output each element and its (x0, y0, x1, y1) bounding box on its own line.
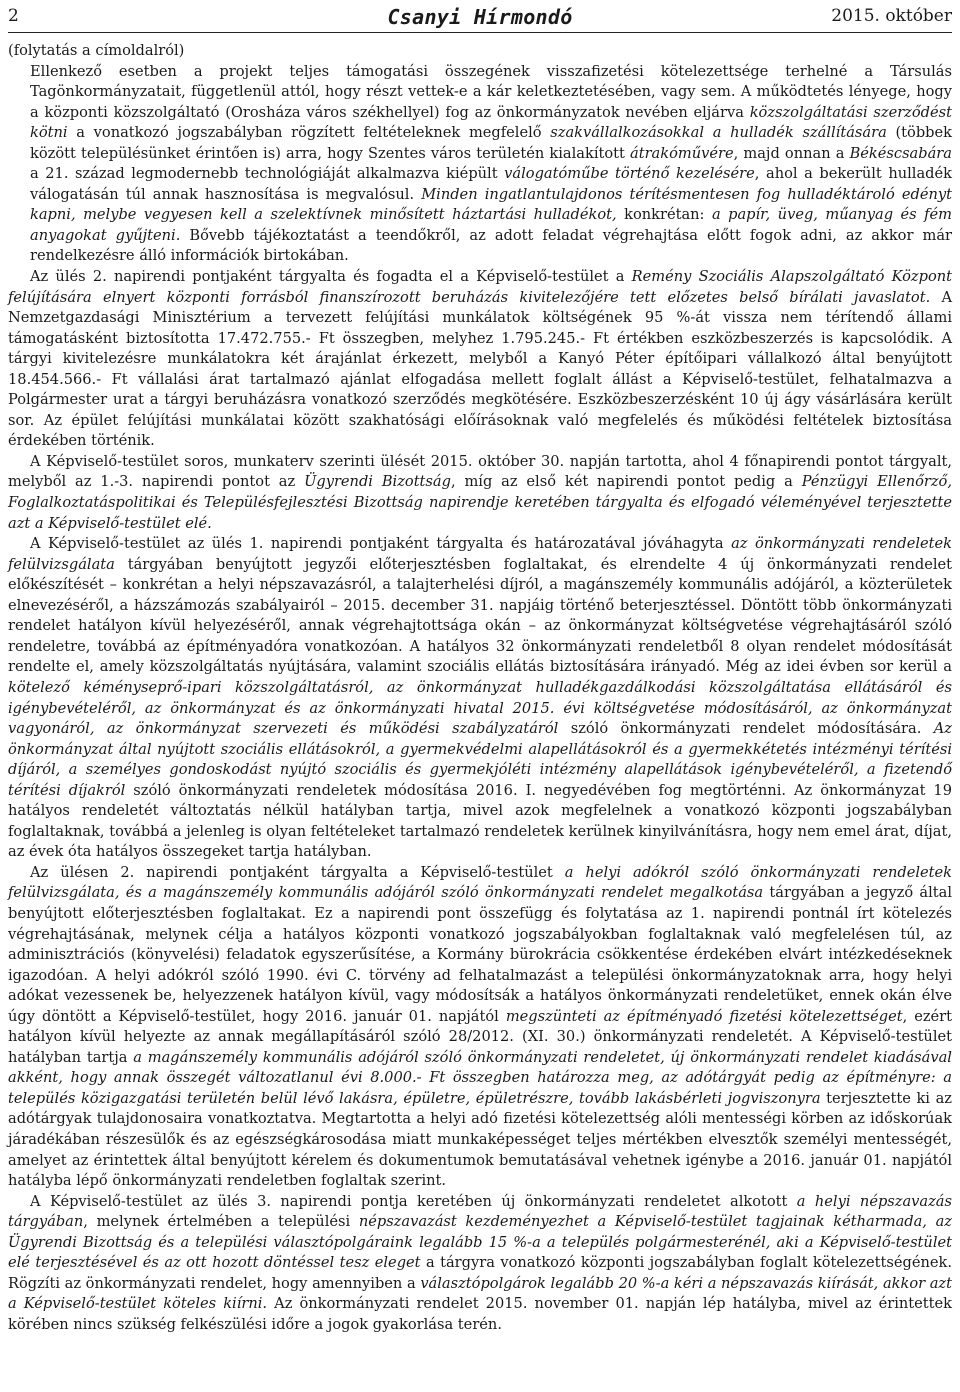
newsletter-title: Csanyi Hírmondó (387, 5, 573, 29)
article-paragraph: A Képviselő-testület soros, munkaterv szerinti ülését 2015. október 30. napján tartotta, ahol 4 főnapirendi pontot tárgyalt, melyből az 1.-3. napirendi pontot az Ügyrendi Bizottság, míg az első két napirendi pontot pedig a Pénzügyi Ellenőrző, Foglalkoztatáspolitikai és Településfejlesztési Bizottság napirendje keretében tárgyalta és elfogadó véleményével terjesztette azt a Képviselő-testület elé. (8, 452, 952, 532)
article-body (8, 41, 952, 1335)
article-paragraph: A Képviselő-testület az ülés 3. napirendi pontja keretében új önkormányzati rendeletet alkotott a helyi népszavazás tárgyában, melynek értelmében a települési népszavazást kezdeményezhet a Képviselő-testület tagjainak kétharmada, az Ügyrendi Bizottság és a települési választópolgáraink legalább 15 %-a a település polgármesterénél, aki a Képviselő-testület elé terjesztésével és az ott hozott döntéssel tesz eleget a tárgyra vonatkozó központi jogszabályban foglalt kötelezettségének. Rögzíti az önkormányzati rendelet, hogy amennyiben a választópolgárok legalább 20 %-a kéri a népszavazás kiírását, akkor azt a Képviselő-testület köteles kiírni. Az önkormányzati rendelet 2015. november 01. napján lép hatályba, mivel az érintettek körében nincs szükség felkészülési időre a jogok gyakorlása terén. (8, 1192, 952, 1333)
article-paragraph: (folytatás a címoldalról) (8, 42, 185, 59)
page-number: 2 (8, 6, 19, 26)
article-paragraph: A Képviselő-testület az ülés 1. napirendi pontjaként tárgyalta és határozatával jóváhagyta az önkormányzati rendeletek felülvizsgálata tárgyában benyújtott jegyzői előterjesztésben foglaltakat, és elrendelte 4 új önkormányzati rendelet előkészítését – konkrétan a helyi népszavazásról, a talajterhelési díjról, a magánszemély kommunális adójáról, a közterületek elnevezéséről, a házszámozás szabályairól – 2015. december 31. napjáig történő beterjesztéssel. Döntött több önkormányzati rendelet hatályon kívül helyezéséről, annak végrehajtottsága okán – az önkormányzat költségvetése végrehajtásáról szóló rendeletre, továbbá az építményadóra vonatkozóan. A hatályos 32 önkormányzati rendeletből 8 olyan rendelet módosítását rendelte el, amely közszolgáltatás nyújtására, valamint szociális ellátás biztosítására irányadó. Még az idei évben sor kerül a kötelező kéményseprő-ipari közszolgáltatásról, az önkormányzat hulladékgazdálkodási közszolgáltatása ellátásáról és igénybevételéről, az önkormányzat és az önkormányzati hivatal 2015. évi költségvetése módosításáról, az önkormányzat vagyonáról, az önkormányzat szervezeti és működési szabályzatáról szóló önkormányzati rendelet módosítására. Az önkormányzat által nyújtott szociális ellátásokról, a gyermekvédelmi alapellátásokról és a gyermekkétetés intézményi térítési díjáról, a személyes gondoskodást nyújtó szociális és gyermekjóléti intézmény alapellátások igénybevételéről, a fizetendő térítési díjakról szóló önkormányzati rendeletek módosítása 2016. I. negyedévében fog megtörténni. Az önkormányzat 19 hatályos rendeletét változtatás nélkül hatályban tartja, mivel azok megfelelnek a vonatkozó központi jogszabályban foglaltaknak, továbbá a jelenleg is olyan feltételeket tartalmazó rendeletek kerülnek kinyilvánításra, hogy nem emel árat, díjat, az évek óta hatályos összegeket tartja hatályban. (8, 535, 953, 861)
article-paragraph: Ellenkező esetben a projekt teljes támogatási összegének visszafizetési kötelezettsége terhelné a Társulás Tagönkormányzatait, függetlenül attól, hogy részt vettek-e a kár keletkeztetésében, vagy sem. A működtetés lényege, hogy a központi közszolgáltató (Orosháza város székhellyel) fog az önkormányzatok nevében eljárva közszolgáltatási szerződést kötni a vonatkozó jogszabályban rögzített feltételeknek megfelelő szakvállalkozásokkal a hulladék szállítására (többek között településünket érintően is) arra, hogy Szentes város területén kialakított átrakóművére, majd onnan a Békéscsabára a 21. század legmodernebb technológiáját alkalmazva kiépült válogatóműbe történő kezelésére, ahol a bekerült hulladék válogatásán túl annak hasznosítása is megvalósul. Minden ingatlantulajdonos térítésmentesen fog hulladéktároló edényt kapni, melybe vegyesen kell a szelektívnek minősített háztartási hulladékot, konkrétan: a papír, üveg, műanyag és fém anyagokat gyűjteni. Bővebb tájékoztatást a teendőkről, az adott feladat végrehajtása előtt fogok adni, az akkor már rendelkezésre álló információk birtokában. (30, 62, 953, 265)
article-paragraph: Az ülésen 2. napirendi pontjaként tárgyalta a Képviselő-testület a helyi adókról szóló önkormányzati rendeletek felülvizsgálata, és a magánszemély kommunális adójáról szóló önkormányzati rendelet megalkotása tárgyában a jegyző által benyújtott előterjesztésben foglaltakat. Ez a napirendi pont összefügg és folytatása az 1. napirendi pontnál írt kötelezés végrehajtásának, melynek célja a hatályos központi vonatkozó jogszabályokban foglaltaknak való megfelelésen túl, az adminisztrációs (könyvelési) feladatok egyszerűsítése, a Kormány bürokrácia csökkentése érdekében elvárt intézkedéseknek igazodóan. A helyi adókról szóló 1990. évi C. törvény ad felhatalmazást a települési önkormányzatoknak arra, hogy helyi adókat vezessenek be, helyezzenek hatályon kívül, vagy módosítsák a hatályos önkormányzati rendeletüket, ennek okán élve úgy döntött a Képviselő-testület, hogy 2016. január 01. napjától megszünteti az építményadó fizetési kötelezettséget, ezért hatályon kívül helyezte az annak megállapításáról szóló 28/2012. (XI. 30.) önkormányzati rendeletét. A Képviselő-testület hatályban tartja a magánszemély kommunális adójáról szóló önkormányzati rendeletet, új önkormányzati rendelet kiadásával akként, hogy annak összegét változatlanul évi 8.000.- Ft összegben határozza meg, az adótárgyát pedig az építményre: a település közigazgatási területén belül lévő lakásra, épületre, épületrészre, tovább lakásbérleti jogviszonyra terjesztette ki az adótárgyak tulajdonosaira vonatkoztatva. Megtartotta a helyi adó fizetési kötelezettség alóli mentességi körben az időskorúak járadékában részesülők és az egészségkárosodása miatt munkaképességet teljes mértékben elvesztők személyi mentességét, amelyet az érintettek által benyújtott kérelem és dokumentumok bemutatásával vehetnek igénybe a 2016. január 01. napjától hatályba lépő önkormányzati rendeletben foglaltak szerint. (8, 863, 952, 1190)
page-header (8, 6, 952, 33)
issue-date: 2015. október (831, 6, 952, 26)
article-paragraph: Az ülés 2. napirendi pontjaként tárgyalta és fogadta el a Képviselő-testület a Remény Szociális Alapszolgáltató Központ felújítására elnyert központi forrásból finanszírozott beruházás kivitelezőjére tett előzetes belső bírálati javaslatot. A Nemzetgazdasági Minisztérium a tervezett felújítási munkálatok költségének 95 %-át vissza nem térítendő állami támogatásként biztosította 17.472.755.- Ft összegben, melyhez 1.795.245.- Ft értékben eszközbeszerzés is kapcsolódik. A tárgyi kivitelezésre munkálatokra két árajánlat érkezett, melyből a Kanyó Péter építőipari vállalkozó által benyújtott 18.454.566.- Ft vállalási árat tartalmazó ajánlat elfogadása mellett foglalt állást a Képviselő-testület, felhatalmazva a Polgármester urat a tárgyi beruházásra vonatkozó szerződés megkötésére. Eszközbeszerzésként 10 új ágy vásárlására került sor. Az épület felújítási munkálatai között szakhatósági előírásoknak való megfelelés és működési feltételek biztosítása érdekében történik. (8, 268, 952, 450)
